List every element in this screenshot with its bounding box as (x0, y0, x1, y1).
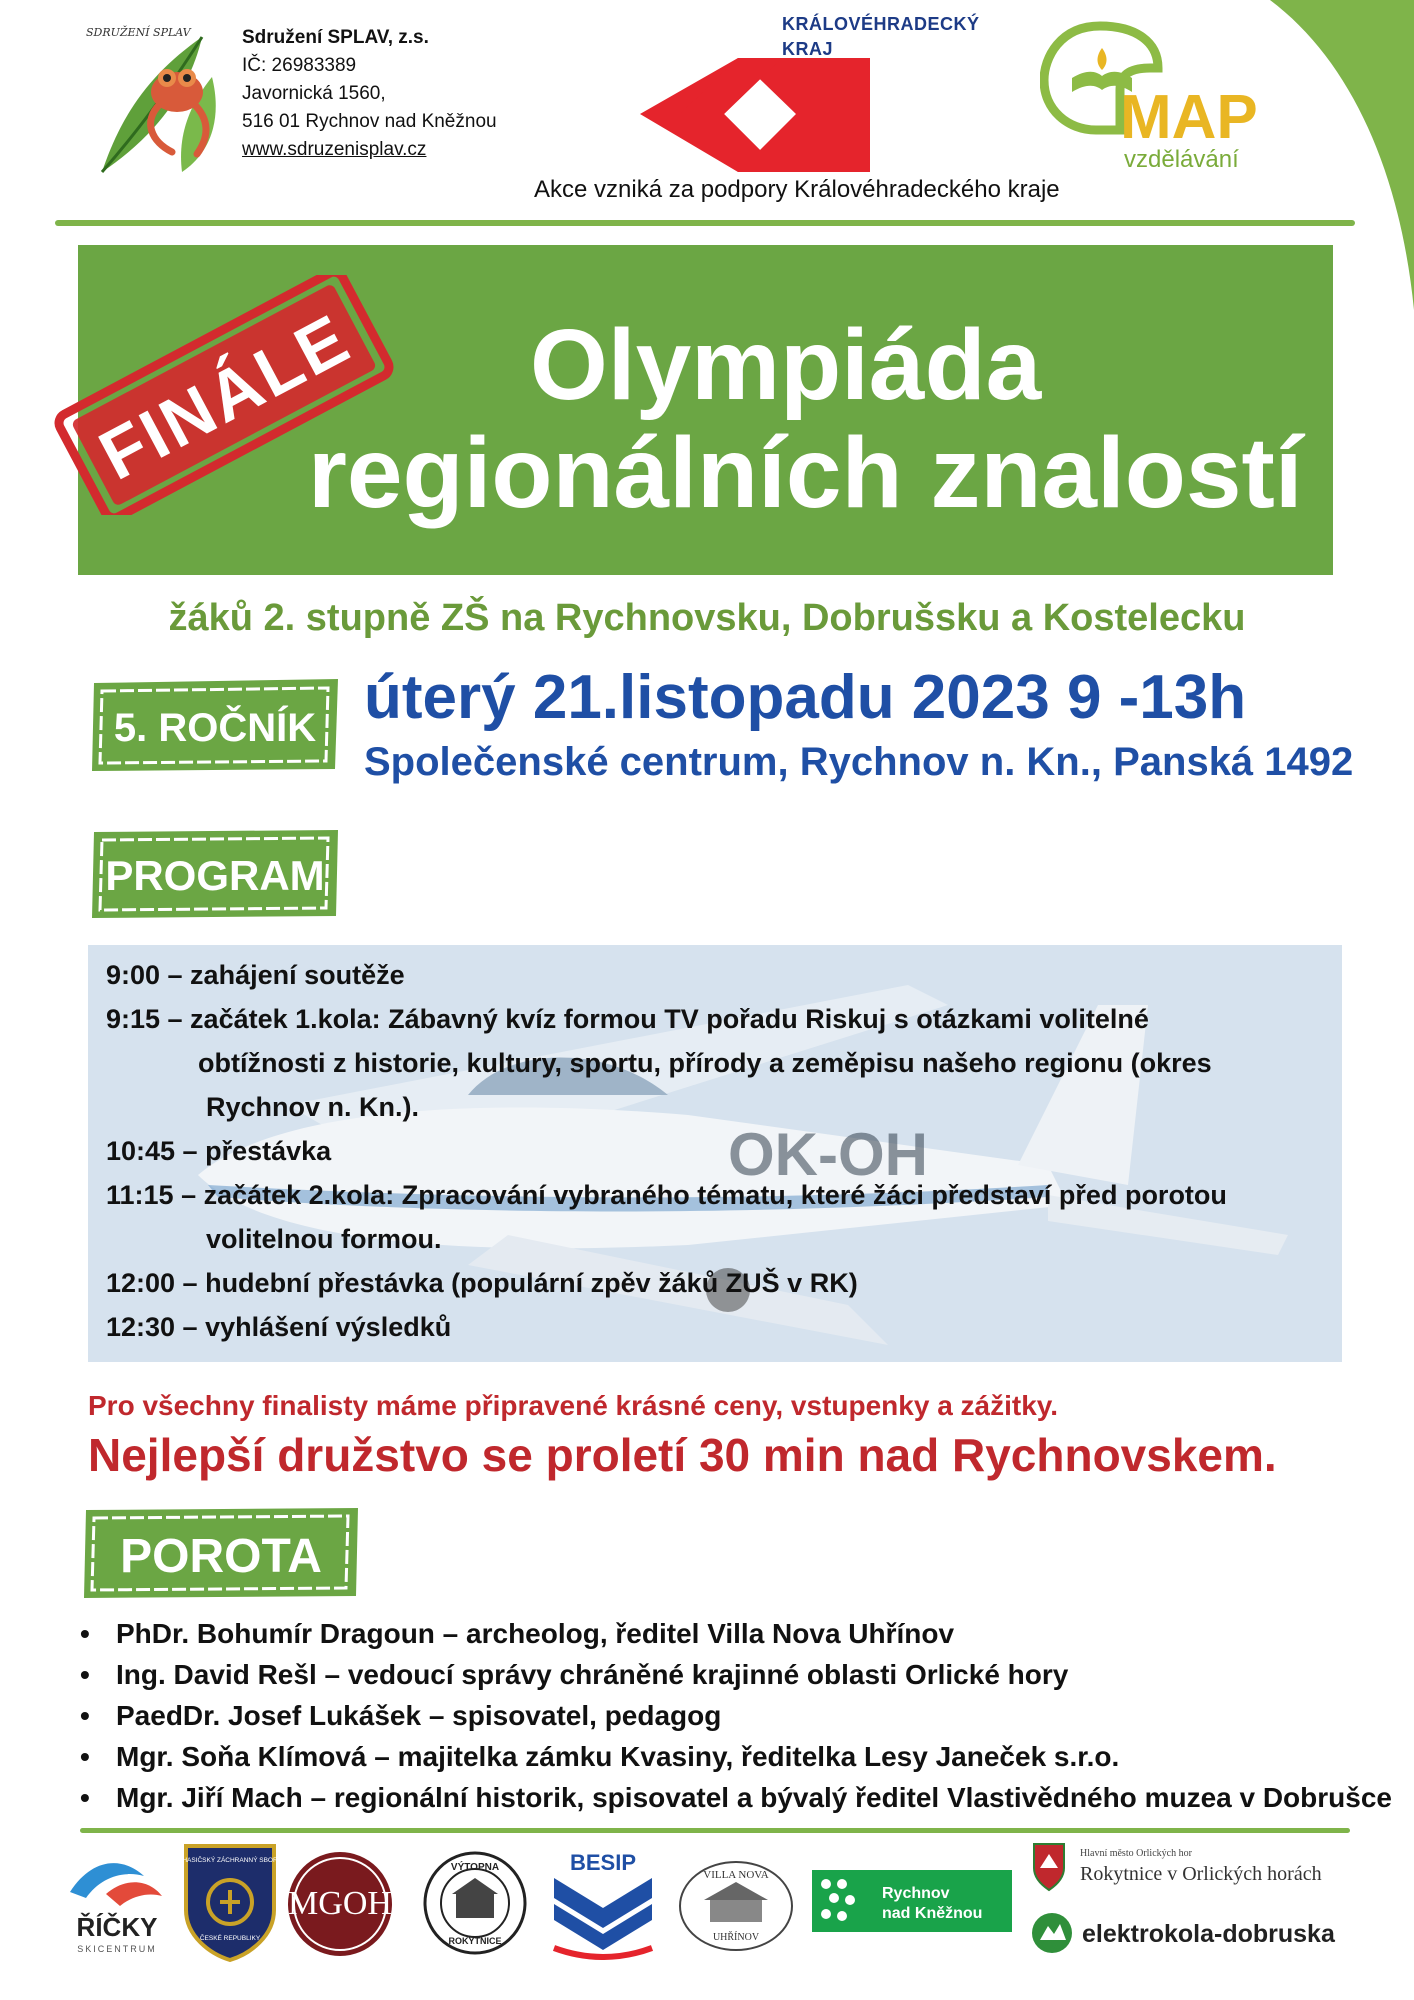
rychnov-line2: nad Kněžnou (882, 1905, 983, 1922)
hzs-top-text: HASIČSKÝ ZÁCHRANNÝ SBOR (182, 1857, 278, 1864)
jury-badge-text: POROTA (120, 1530, 322, 1583)
mgoh-logo (284, 1848, 396, 1960)
map-logo-text: MAP (1120, 83, 1258, 152)
jury-member: • Ing. David Rešl – vedoucí správy chráněné krajinné oblasti Orlické hory (80, 1654, 1400, 1695)
subtitle: žáků 2. stupně ZŠ na Rychnovsku, Dobrušsku a Kostelecku (168, 597, 1246, 639)
org-ico: IČ: 26983389 (242, 55, 357, 76)
jury-member: • PaedDr. Josef Lukášek – spisovatel, pedagog (80, 1695, 1400, 1736)
header-divider (55, 220, 1355, 226)
program-item-continuation: volitelnou formou. (206, 1224, 442, 1254)
besip-logo (548, 1848, 658, 1960)
org-street: Javornická 1560, (242, 83, 386, 104)
event-place: Společenské centrum, Rychnov n. Kn., Panská 1492 (364, 740, 1354, 784)
elektrokola-text: elektrokola-dobruska (1082, 1920, 1335, 1948)
title-line2: regionálních znalostí (308, 417, 1303, 529)
edition-badge-text: 5. ROČNÍK (113, 706, 317, 750)
org-web-link[interactable]: www.sdruzenisplav.cz (242, 139, 427, 160)
kraj-logo-text (782, 12, 980, 62)
kraj-line2: KRAJ (782, 39, 834, 59)
edition-badge (88, 675, 343, 775)
vytopna-place-text: ROKYTNICE (448, 1936, 502, 1946)
organizer-info (242, 24, 497, 164)
rokytnice-logo (1030, 1838, 1370, 1892)
elektrokola-dobruska-logo (1030, 1906, 1370, 1960)
villa-nova-logo (676, 1858, 796, 1954)
rychnov-city-logo (812, 1870, 1012, 1932)
ricky-text: ŘÍČKY (76, 1912, 158, 1942)
program-item: 12:00 – hudební přestávka (populární zpěv žáků ZUŠ v RK) (106, 1268, 858, 1298)
org-name: Sdružení SPLAV, z.s. (242, 27, 429, 48)
besip-text: BESIP (569, 1850, 637, 1875)
splav-frog-logo (82, 22, 232, 190)
program-item: 10:45 – přestávka (106, 1136, 332, 1166)
prizes-highlight: Nejlepší družstvo se proletí 30 min nad Rychnovskem. (88, 1429, 1277, 1481)
program-item: 11:15 – začátek 2.kola: Zpracování vybraného tématu, které žáci představí před porotou (106, 1180, 1227, 1210)
splav-logo-text: SDRUŽENÍ SPLAV (86, 26, 191, 39)
jury-member: • Mgr. Soňa Klímová – majitelka zámku Kvasiny, ředitelka Lesy Janeček s.r.o. (80, 1736, 1400, 1777)
villa-nova-text: VILLA NOVA (703, 1869, 769, 1881)
jury-member: • PhDr. Bohumír Dragoun – archeolog, ředitel Villa Nova Uhřínov (80, 1613, 1400, 1654)
finale-stamp-text: FINÁLE (87, 298, 363, 495)
program-badge (88, 826, 343, 920)
program-item: 12:30 – vyhlášení výsledků (106, 1312, 452, 1342)
support-text: Akce vzniká za podpory Královéhradeckého kraje (534, 176, 1060, 203)
ricky-subtext: SKICENTRUM (77, 1944, 157, 1954)
rokytnice-name-text: Rokytnice v Orlických horách (1080, 1863, 1322, 1885)
villa-nova-place-text: UHŘÍNOV (712, 1932, 760, 1943)
program-item-continuation: Rychnov n. Kn.). (206, 1092, 420, 1122)
ricky-skicentrum-logo (62, 1848, 172, 1958)
prizes-note: Pro všechny finalisty máme připravené krásné ceny, vstupenky a zážitky. (88, 1390, 1059, 1421)
org-city: 516 01 Rychnov nad Kněžnou (242, 111, 497, 132)
jury-list (80, 1613, 1400, 1818)
hzs-bottom-text: ČESKÉ REPUBLIKY (199, 1935, 261, 1942)
footer-divider (80, 1828, 1350, 1833)
rokytnice-small-text: Hlavní město Orlických hor (1080, 1848, 1192, 1859)
title-line1: Olympiáda (530, 309, 1042, 421)
map-subtitle: vzdělávání (1124, 146, 1239, 173)
program-item-continuation: obtížnosti z historie, kultury, sportu, přírody a zeměpisu našeho regionu (okres (198, 1048, 1212, 1078)
finale-stamp (44, 275, 404, 515)
vytopna-text: VÝTOPNA (450, 1862, 500, 1873)
event-date: úterý 21.listopadu 2023 9 -13h (364, 663, 1247, 732)
program-list (106, 953, 1326, 1349)
plane-registration: OK-OH (728, 1121, 928, 1188)
jury-badge (80, 1504, 363, 1600)
jury-member: • Mgr. Jiří Mach – regionální historik, spisovatel a bývalý ředitel Vlastivědného muzea v Dobrušce (80, 1777, 1400, 1818)
program-item: 9:00 – zahájení soutěže (106, 960, 405, 990)
program-item: 9:15 – začátek 1.kola: Zábavný kvíz formou TV pořadu Riskuj s otázkami volitelné (106, 1004, 1149, 1034)
vytopna-rokytnice-logo (420, 1848, 530, 1958)
hzs-shield-logo (180, 1840, 280, 1962)
program-badge-text: PROGRAM (105, 852, 325, 899)
mgoh-text: MGOH (288, 1885, 392, 1922)
rychnov-line1: Rychnov (882, 1885, 950, 1902)
kraj-line1: KRÁLOVÉHRADECKÝ (782, 14, 980, 34)
